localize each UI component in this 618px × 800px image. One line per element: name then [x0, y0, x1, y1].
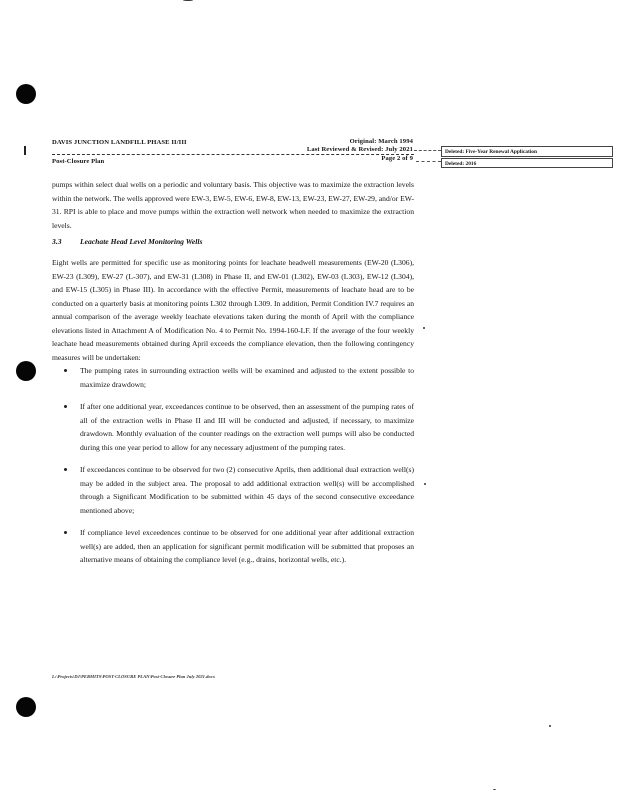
- bullet-icon: [64, 531, 67, 534]
- section-heading: [52, 237, 202, 246]
- list-item-text: The pumping rates in surrounding extraction wells will be examined and adjusted to the extent possible to maximize drawdown;: [80, 366, 414, 389]
- section-number: 3.3: [52, 237, 62, 246]
- list-item-text: If exceedances continue to be observed for two (2) consecutive Aprils, then additional dual extraction well(s) may be added in the subject area. The proposal to add additional extraction well(s) will be accomplished through a Significant Modification to be submitted within 45 days of the second consecutive exceedance mentioned above;: [80, 465, 414, 515]
- header-rule: [52, 154, 414, 155]
- header-last-reviewed: Last Reviewed & Revised: July 2021: [306, 146, 413, 153]
- list-item: [64, 364, 414, 391]
- list-item-text: If after one additional year, exceedances continue to be observed, then an assessment of the pumping rates of all of the extraction wells in Phase II and III will be conducted and adjusted, if necessary, to maximize drawdown. Monthly evaluation of the counter readings on the extraction well pumps will also be conducted during this one year period to allow for any necessary adjustment of the pumping rates.: [80, 402, 414, 452]
- section-title: Leachate Head Level Monitoring Wells: [80, 237, 203, 246]
- body-paragraph: Eight wells are permitted for specific use as monitoring points for leachate headwell measurements (EW-20 (L306), EW-23 (L309), EW-27 (L-307), and EW-31 (L308) in Phase II, and EW-01 (L302), EW-03 (L303), EW-12 (L304), and EW-15 (L305) in Phase III). In accordance with the effective Permit, measurements of leachate head are to be conducted on a quarterly basis at monitoring points L302 through L309. In addition, Permit Condition IV.7 requires an annual comparison of the average weekly leachate elevations taken during the month of April with the compliance elevations listed in Attachment A of Modification No. 4 to Permit No. 1994-160-LF. If the average of the four weekly leachate head measurements obtained during April exceeds the compliance elevation, then the following contingency measures will be undertaken:: [52, 258, 414, 362]
- header-project: DAVIS JUNCTION LANDFILL PHASE II/III: [52, 139, 187, 146]
- revision-balloon-deleted[interactable]: Deleted: Five-Year Renewal Application: [441, 146, 613, 157]
- body-paragraph: pumps within select dual wells on a periodic and voluntary basis. This objective was to maximize the extraction levels within the network. The wells approved were EW-3, EW-5, EW-6, EW-8, EW-13, EW-23, EW-27, EW-29, and/or EW-31. RPI is able to place and move pumps within the extraction well network when needed to maximize the extraction levels.: [52, 180, 414, 230]
- bullet-icon: [64, 369, 67, 372]
- change-bar: [24, 146, 26, 155]
- list-item: [64, 526, 414, 567]
- header-original: Original: March 1994: [349, 138, 413, 145]
- scan-speck: [424, 483, 426, 485]
- contingency-bullet-list: [64, 364, 414, 576]
- list-item: [64, 400, 414, 454]
- header-plan: Post-Closure Plan: [52, 158, 105, 165]
- footer-file-path: L:\Projects\DJ\PERMITS\POST-CLOSURE PLAN\Post-Closure Plan July 2021.docx: [52, 674, 216, 679]
- scan-speck: [493, 789, 496, 790]
- revision-balloon-deleted[interactable]: Deleted: 2016: [441, 158, 613, 168]
- bullet-icon: [64, 468, 67, 471]
- list-item: [64, 463, 414, 517]
- revision-leader-line: [416, 161, 441, 162]
- bullet-icon: [64, 405, 67, 408]
- scan-speck: [423, 327, 425, 329]
- header-page-number: Page 2 of 9: [381, 155, 413, 162]
- list-item-text: If compliance level exceedences continue to be observed for one additional year after additional extraction well(s) are added, then an application for significant permit modification will be submitted that proposes an alternative means of obtaining the compliance level (e.g., drains, horizontal wells, etc.).: [80, 528, 414, 564]
- punch-hole: [16, 697, 36, 717]
- revision-leader-line: [414, 150, 441, 151]
- punch-hole: [16, 361, 36, 381]
- scan-speck: [549, 725, 551, 727]
- scan-speck: [183, 0, 193, 1]
- punch-hole: [16, 84, 36, 104]
